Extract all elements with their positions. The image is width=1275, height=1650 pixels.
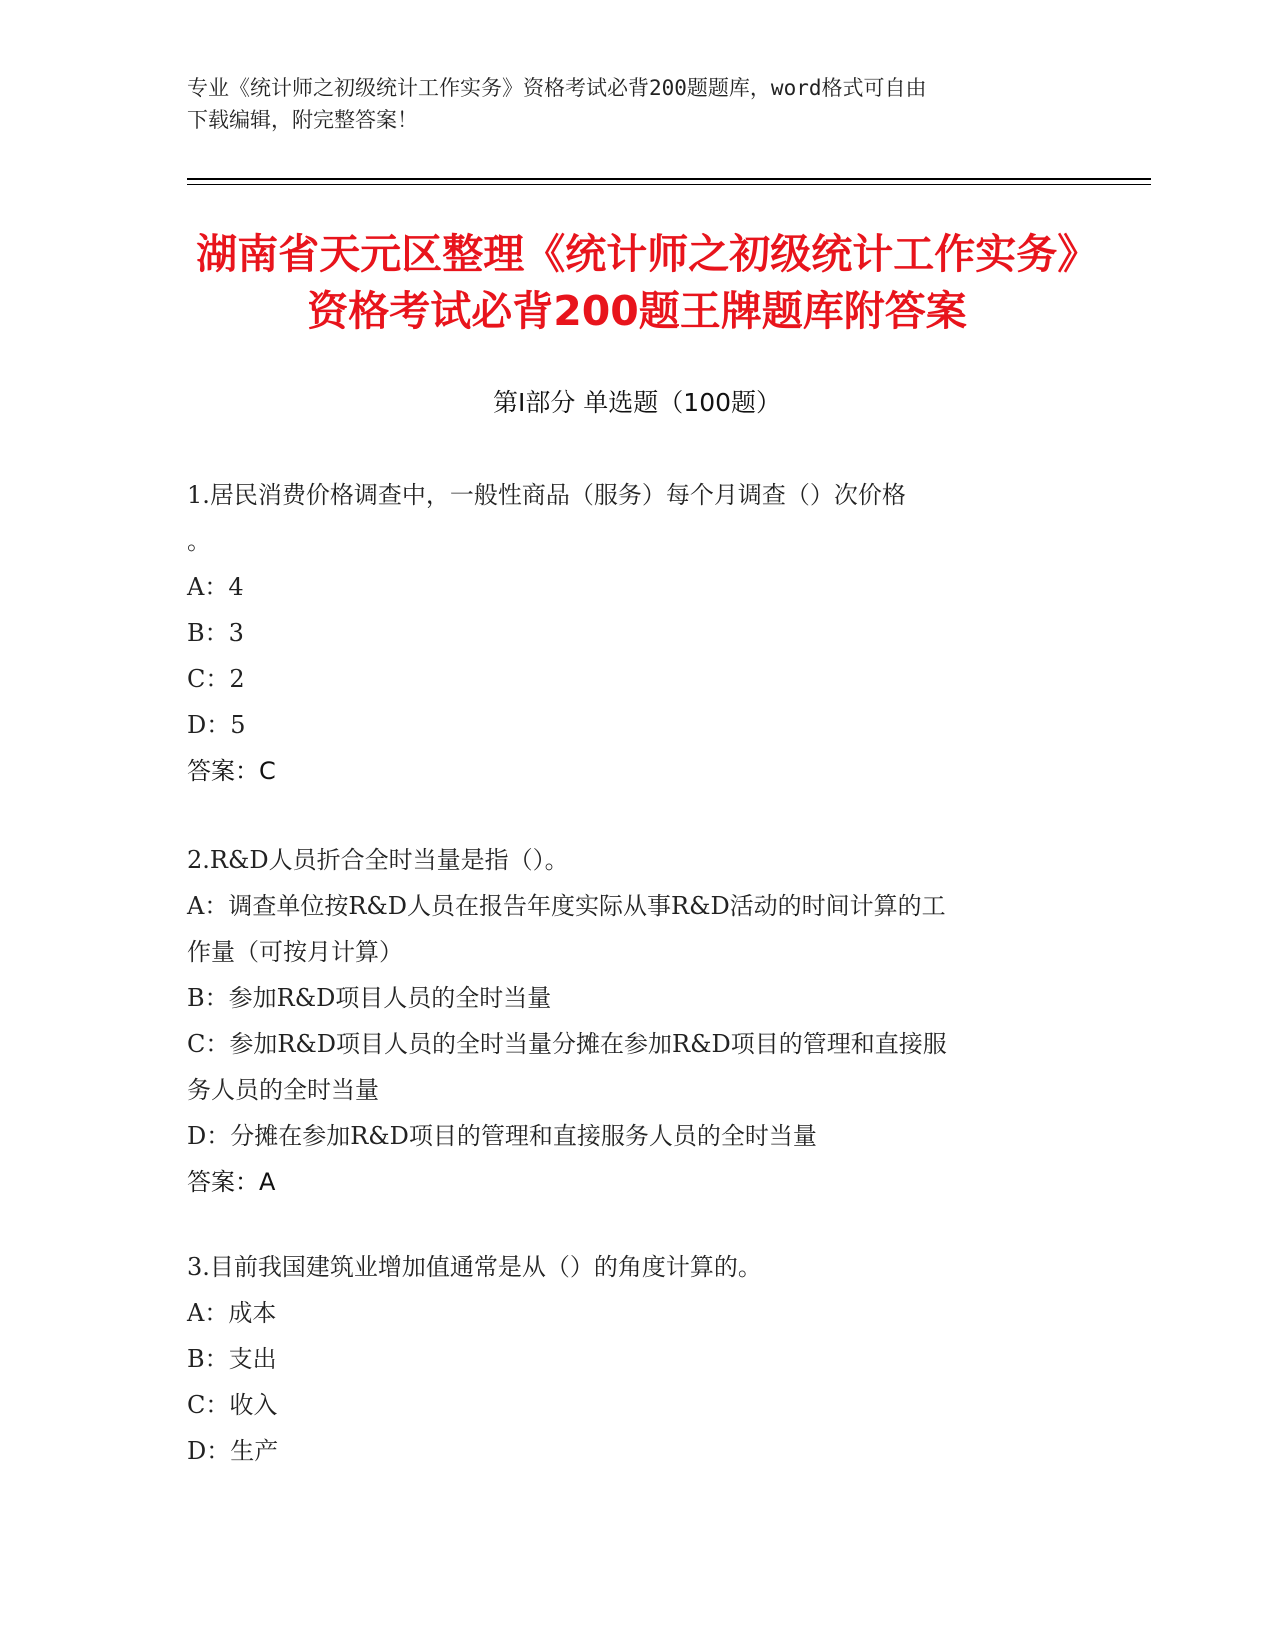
- question-3: [187, 1244, 1077, 1474]
- answer-text: 答案：C: [187, 757, 276, 785]
- option-b: B：参加R&D项目人员的全时当量: [187, 984, 552, 1012]
- header-note: 专业《统计师之初级统计工作实务》资格考试必背200题题库，word格式可自由 下载编辑，附完整答案！: [187, 76, 927, 132]
- option-c: C：参加R&D项目人员的全时当量分摊在参加R&D项目的管理和直接服 务人员的全时当量: [187, 1030, 947, 1104]
- option-d: D：分摊在参加R&D项目的管理和直接服务人员的全时当量: [187, 1122, 817, 1150]
- answer-text: 答案：A: [187, 1168, 276, 1196]
- option-c: C：2: [187, 665, 245, 693]
- header-divider-thick: [187, 178, 1151, 180]
- question-stem: 1.居民消费价格调查中，一般性商品（服务）每个月调查（）次价格 。: [187, 481, 906, 555]
- option-c: C：收入: [187, 1391, 278, 1419]
- option-a: A：成本: [187, 1299, 277, 1327]
- option-a: A：调查单位按R&D人员在报告年度实际从事R&D活动的时间计算的工 作量（可按月计算）: [187, 892, 946, 966]
- question-2: [187, 837, 1077, 1205]
- option-a: A：4: [187, 573, 244, 601]
- option-d: D：5: [187, 711, 246, 739]
- option-b: B：支出: [187, 1345, 277, 1373]
- question-1: [187, 472, 1077, 794]
- header-divider-thin: [187, 184, 1151, 185]
- option-d: D：生产: [187, 1437, 279, 1465]
- option-b: B：3: [187, 619, 244, 647]
- question-stem: 2.R&D人员折合全时当量是指（）。: [187, 846, 569, 874]
- document-title: 湖南省天元区整理《统计师之初级统计工作实务》资格考试必背200题王牌题库附答案: [196, 230, 1078, 335]
- section-title: 第Ⅰ部分 单选题（100题）: [492, 388, 782, 417]
- question-stem: 3.目前我国建筑业增加值通常是从（）的角度计算的。: [187, 1253, 762, 1281]
